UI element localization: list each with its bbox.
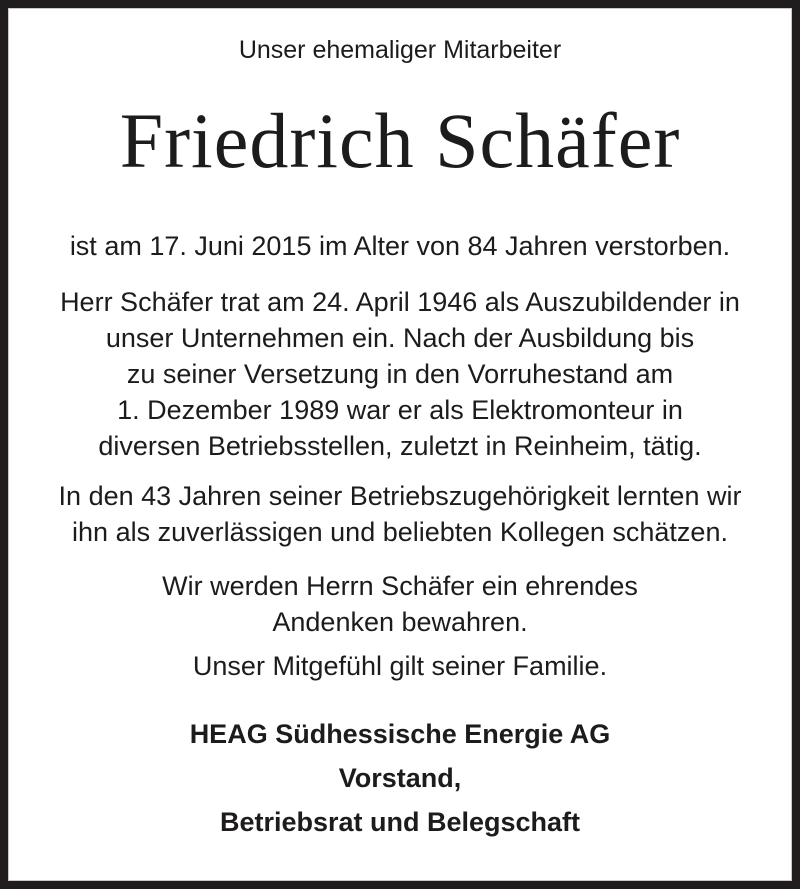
signature-board: Vorstand, xyxy=(338,763,462,793)
career-line: zu seiner Versetzung in den Vorruhestand am xyxy=(126,359,674,389)
signature-block xyxy=(9,716,791,840)
condolence-line: Unser Mitgefühl gilt seiner Familie. xyxy=(192,651,608,681)
deceased-name: Friedrich Schäfer xyxy=(119,97,681,184)
career-line: Herr Schäfer trat am 24. April 1946 als Auszubildender in xyxy=(60,287,740,317)
tribute-line: In den 43 Jahren seiner Betriebszugehörigkeit lernten wir xyxy=(58,481,742,511)
death-announcement: ist am 17. Juni 2015 im Alter von 84 Jahren verstorben. xyxy=(69,231,731,261)
memory-line: Andenken bewahren. xyxy=(272,607,528,637)
notice-content xyxy=(8,8,792,881)
career-line: diversen Betriebsstellen, zuletzt in Reinheim, tätig. xyxy=(98,431,702,461)
career-paragraph xyxy=(9,284,791,464)
career-line: unser Unternehmen ein. Nach der Ausbildung bis xyxy=(105,323,695,353)
signature-company: HEAG Südhessische Energie AG xyxy=(189,719,611,749)
signature-staff: Betriebsrat und Belegschaft xyxy=(219,807,581,837)
memory-paragraph xyxy=(9,568,791,640)
tribute-paragraph xyxy=(9,478,791,550)
career-line: 1. Dezember 1989 war er als Elektromonteur in xyxy=(117,395,683,425)
memory-line: Wir werden Herrn Schäfer ein ehrendes xyxy=(162,571,638,601)
intro-line: Unser ehemaliger Mitarbeiter xyxy=(238,36,562,64)
tribute-line: ihn als zuverlässigen und beliebten Kollegen schätzen. xyxy=(72,517,728,547)
